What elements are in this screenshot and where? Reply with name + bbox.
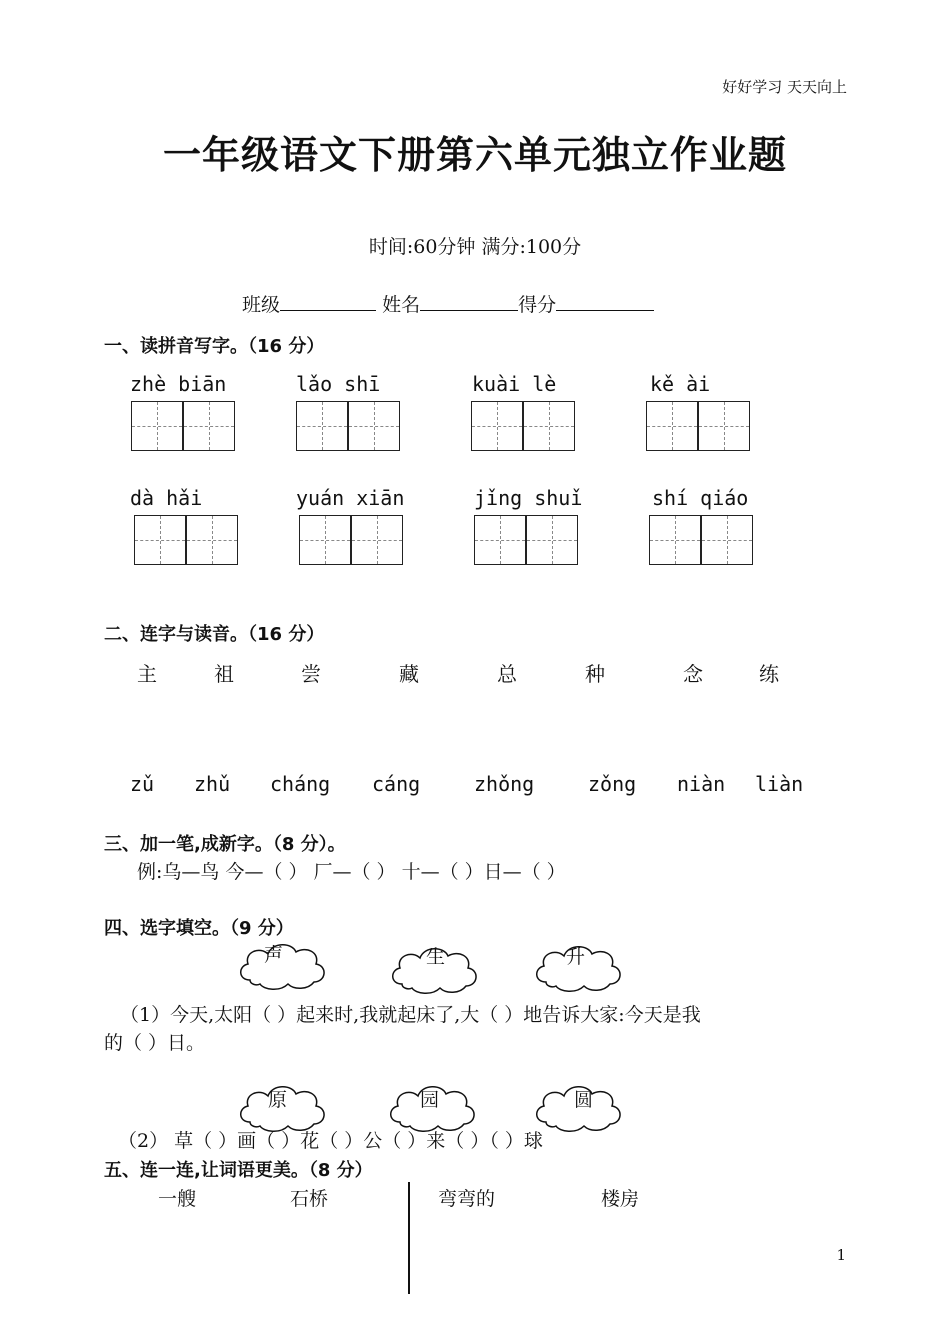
cloud-char[interactable]: 声 <box>264 944 284 966</box>
page-title: 一年级语文下册第六单元独立作业题 <box>162 133 787 177</box>
match-pinyin[interactable]: zhǔ <box>194 772 231 796</box>
pinyin-7: jǐng shuǐ <box>474 486 583 510</box>
section4-heading: 四、选字填空。（9 分） <box>104 918 294 939</box>
writing-box[interactable] <box>351 515 403 565</box>
link-word[interactable]: 楼房 <box>601 1188 640 1210</box>
section3-heading: 三、加一笔,成新字。（8 分）。 <box>104 834 346 855</box>
writing-box[interactable] <box>299 515 351 565</box>
pinyin-8: shí qiáo <box>652 486 749 510</box>
fill-q1-line1[interactable]: （1）今天,太阳（ ）起来时,我就起床了,大（ ）地告诉大家:今天是我 <box>120 1004 701 1026</box>
link-word[interactable]: 石桥 <box>290 1188 329 1210</box>
writing-box[interactable] <box>183 401 235 451</box>
cloud-char[interactable]: 原 <box>268 1089 288 1111</box>
match-char[interactable]: 练 <box>759 662 779 686</box>
writing-box[interactable] <box>296 401 348 451</box>
match-pinyin[interactable]: zhǒng <box>474 772 535 796</box>
cloud-char[interactable]: 园 <box>420 1089 440 1111</box>
writing-box[interactable] <box>526 515 578 565</box>
match-pinyin[interactable]: cháng <box>270 772 331 796</box>
match-char[interactable]: 尝 <box>301 662 321 686</box>
writing-box[interactable] <box>649 515 701 565</box>
writing-box[interactable] <box>348 401 400 451</box>
match-char[interactable]: 祖 <box>214 662 234 686</box>
cloud-char[interactable]: 圆 <box>574 1089 594 1111</box>
writing-box[interactable] <box>474 515 526 565</box>
match-char[interactable]: 种 <box>585 662 605 686</box>
writing-box[interactable] <box>186 515 238 565</box>
section2-heading: 二、连字与读音。（16 分） <box>104 624 325 645</box>
writing-box[interactable] <box>646 401 698 451</box>
match-char[interactable]: 藏 <box>399 662 419 686</box>
pinyin-3: kuài lè <box>472 372 557 396</box>
link-word[interactable]: 弯弯的 <box>438 1188 496 1210</box>
match-char[interactable]: 念 <box>683 662 703 686</box>
match-pinyin[interactable]: niàn <box>677 772 726 796</box>
section1-heading: 一、读拼音写字。（16 分） <box>104 336 325 357</box>
match-char[interactable]: 总 <box>497 662 517 686</box>
exam-time-score: 时间:60分钟 满分:100分 <box>368 236 582 258</box>
cloud-char[interactable]: 生 <box>426 946 446 968</box>
writing-box[interactable] <box>701 515 753 565</box>
pinyin-4: kě ài <box>650 372 711 396</box>
column-divider <box>408 1182 410 1294</box>
match-pinyin[interactable]: zǔ <box>130 772 155 796</box>
class-label: 班级 <box>242 294 281 316</box>
class-blank[interactable] <box>280 292 376 311</box>
header-motto: 好好学习 天天向上 <box>722 78 847 96</box>
pinyin-5: dà hǎi <box>130 486 203 510</box>
student-info-line <box>242 290 654 317</box>
name-blank[interactable] <box>420 292 518 311</box>
writing-box[interactable] <box>134 515 186 565</box>
score-blank[interactable] <box>556 292 654 311</box>
match-pinyin[interactable]: liàn <box>755 772 804 796</box>
name-label: 姓名 <box>382 294 421 316</box>
fill-q1-line2[interactable]: 的（ ）日。 <box>104 1032 206 1054</box>
score-label: 得分 <box>518 294 557 316</box>
pinyin-2: lǎo shī <box>296 372 381 396</box>
fill-q2-line[interactable]: （2） 草（ ）画（ ）花（ ）公（ ）来（ ）（ ）球 <box>118 1130 543 1152</box>
writing-box[interactable] <box>131 401 183 451</box>
writing-box[interactable] <box>471 401 523 451</box>
page-number: 1 <box>836 1246 846 1264</box>
writing-box[interactable] <box>698 401 750 451</box>
match-pinyin[interactable]: cáng <box>372 772 421 796</box>
writing-box[interactable] <box>523 401 575 451</box>
match-char[interactable]: 主 <box>137 662 157 686</box>
match-pinyin[interactable]: zǒng <box>588 772 637 796</box>
section5-heading: 五、连一连,让词语更美。（8 分） <box>104 1160 373 1181</box>
cloud-char[interactable]: 升 <box>566 946 586 968</box>
pinyin-6: yuán xiān <box>296 486 405 510</box>
link-word[interactable]: 一艘 <box>158 1188 197 1210</box>
add-stroke-line[interactable]: 例:乌—鸟 今—（ ） 厂—（ ） 十—（ ）日—（ ） <box>137 861 566 883</box>
pinyin-1: zhè biān <box>130 372 227 396</box>
